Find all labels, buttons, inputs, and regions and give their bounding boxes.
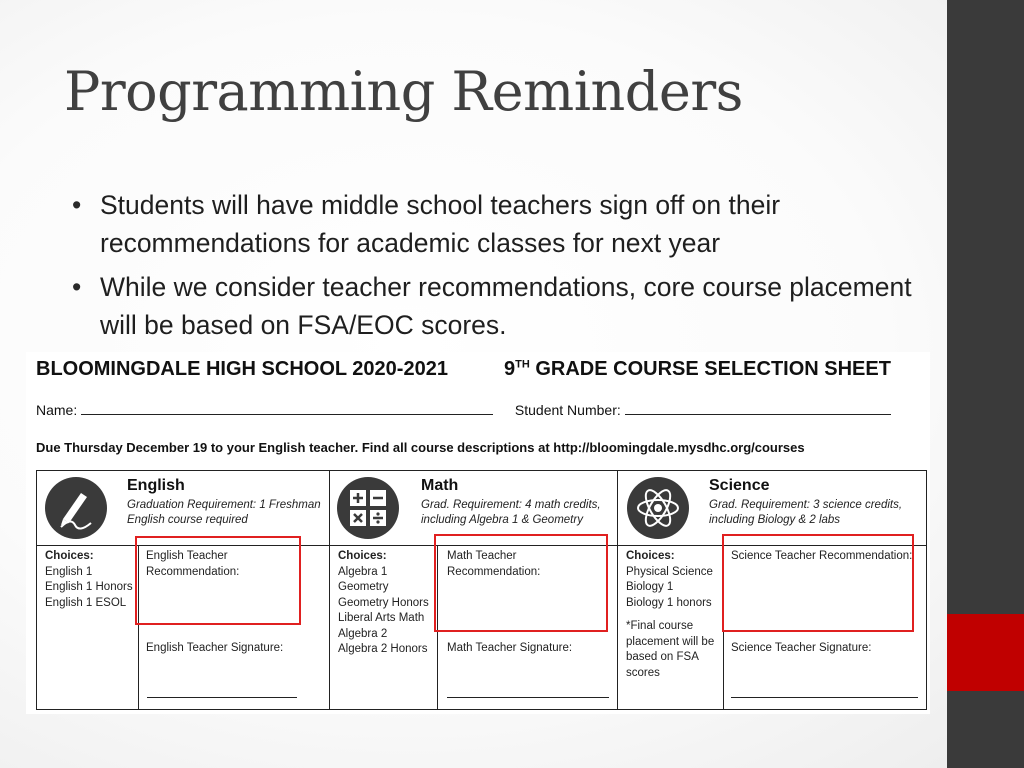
choice-item: English 1 ESOL — [45, 596, 127, 609]
slide-accent-block — [947, 614, 1024, 691]
math-signature-label: Math Teacher Signature: — [447, 642, 573, 654]
science-placement-note: *Final course placement will be based on FSA scores — [626, 620, 715, 679]
sheet-title: 9TH GRADE COURSE SELECTION SHEET — [504, 358, 891, 380]
math-requirement: Grad. Requirement: 4 math credits, including Algebra 1 & Geometry — [421, 499, 601, 526]
slide-title: Programming Reminders — [64, 60, 743, 123]
choice-item: English 1 Honors — [45, 581, 133, 593]
student-number-line — [625, 402, 891, 415]
choice-item: Biology 1 honors — [626, 596, 712, 609]
math-calculator-icon — [337, 477, 399, 539]
english-requirement: Graduation Requirement: 1 Freshman English course required — [127, 499, 321, 526]
english-signature-line — [147, 697, 297, 698]
science-choices: Choices: Physical Science Biology 1 Biology 1 honors *Final course placement will be based on FSA scores — [626, 549, 722, 681]
choice-item: English 1 — [45, 565, 93, 578]
math-recommendation-label: Math Teacher Recommendation: — [447, 550, 541, 578]
english-choices: Choices: English 1 English 1 Honors English 1 ESOL — [45, 549, 137, 611]
due-note: Due Thursday December 19 to your English teacher. Find all course descriptions at http://bloomingdale.mysdhc.org/courses — [36, 440, 805, 455]
science-requirement: Grad. Requirement: 3 science credits, including Biology & 2 labs — [709, 499, 903, 526]
bullet-text: While we consider teacher recommendations, core course placement will be based on FSA/EOC scores. — [100, 272, 912, 340]
english-pen-icon — [45, 477, 107, 539]
sheet-header — [36, 358, 891, 381]
choice-item: Geometry — [338, 581, 389, 593]
math-choices: Choices: Algebra 1 Geometry Geometry Honors Liberal Arts Math Algebra 2 Algebra 2 Honors — [338, 549, 436, 658]
bullet-text: Students will have middle school teachers sign off on their recommendations for academic classes for next year — [100, 190, 781, 258]
english-title: English — [127, 477, 185, 494]
bullet-item — [72, 186, 932, 262]
math-signature-line — [447, 697, 609, 698]
bullet-dot-icon: • — [72, 272, 82, 302]
choice-item: Physical Science — [626, 565, 713, 578]
column-divider — [617, 471, 618, 709]
choice-item: Algebra 1 — [338, 565, 388, 578]
english-signature-label: English Teacher Signature: — [146, 642, 284, 654]
name-row — [36, 402, 891, 418]
math-recommendation-highlight — [434, 534, 608, 632]
school-name: BLOOMINGDALE HIGH SCHOOL 2020-2021 — [36, 358, 448, 380]
science-recommendation-label: Science Teacher Recommendation: — [731, 550, 913, 562]
choice-item: Geometry Honors — [338, 596, 429, 609]
slide-side-bar — [947, 0, 1024, 768]
math-title: Math — [421, 477, 459, 494]
name-line — [81, 402, 493, 415]
choice-item: Liberal Arts Math — [338, 612, 425, 624]
science-recommendation-highlight — [722, 534, 914, 632]
bullet-dot-icon: • — [72, 190, 82, 220]
column-divider — [329, 471, 330, 709]
science-signature-label: Science Teacher Signature: — [731, 642, 872, 654]
english-recommendation-highlight — [135, 536, 301, 625]
course-selection-sheet-image — [26, 352, 930, 714]
science-signature-line — [731, 697, 918, 698]
choice-item: Algebra 2 — [338, 627, 388, 640]
bullet-list — [72, 186, 932, 350]
name-label: Name: — [36, 402, 78, 418]
student-number-label: Student Number: — [514, 402, 621, 418]
choice-item: Biology 1 — [626, 581, 674, 593]
choice-item: Algebra 2 Honors — [338, 643, 428, 655]
bullet-item — [72, 268, 932, 344]
science-title: Science — [709, 477, 770, 494]
science-atom-icon — [627, 477, 689, 539]
english-recommendation-label: English Teacher Recommendation: — [146, 550, 240, 578]
